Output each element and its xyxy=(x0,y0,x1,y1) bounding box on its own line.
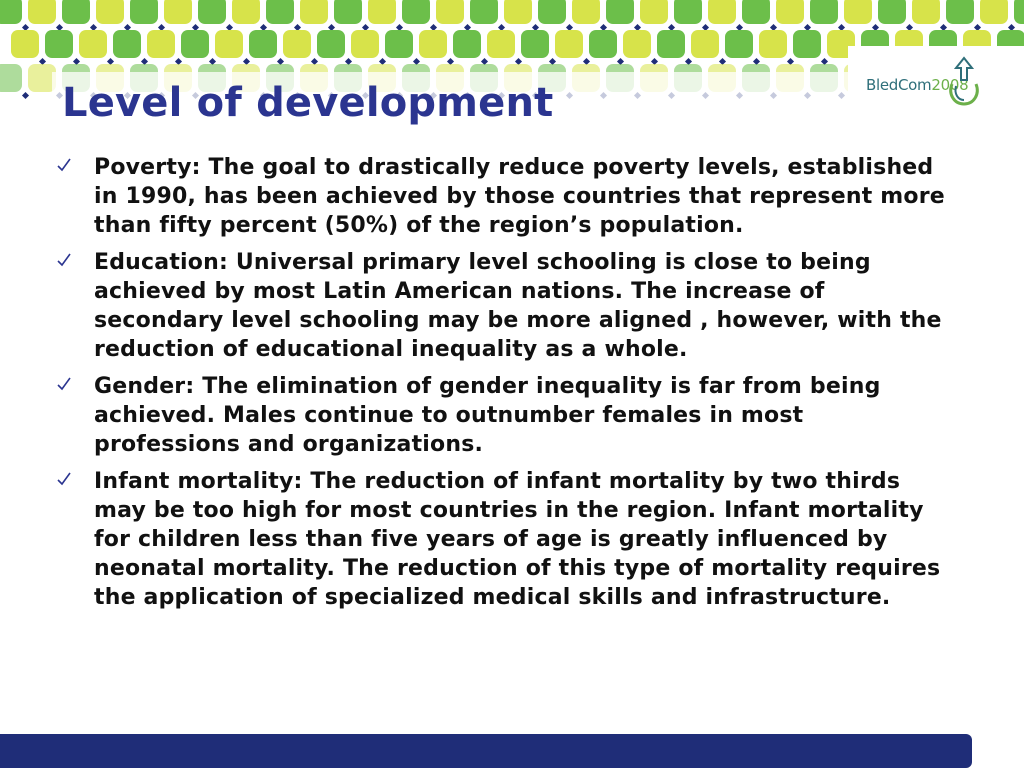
pattern-tile xyxy=(62,0,90,24)
pattern-diamond xyxy=(1008,24,1015,31)
pattern-tile xyxy=(980,0,1008,24)
pattern-diamond xyxy=(787,58,794,65)
pattern-tile xyxy=(708,0,736,24)
pattern-diamond xyxy=(73,58,80,65)
slide-title: Level of development xyxy=(62,80,554,126)
pattern-diamond xyxy=(124,24,131,31)
pattern-tile xyxy=(810,0,838,24)
pattern-tile xyxy=(28,64,56,92)
pattern-diamond xyxy=(872,24,879,31)
pattern-diamond xyxy=(549,58,556,65)
pattern-diamond xyxy=(702,24,709,31)
pattern-diamond xyxy=(430,24,437,31)
logo-brand: BledCom xyxy=(866,76,932,94)
pattern-diamond xyxy=(804,24,811,31)
pattern-tile xyxy=(402,0,430,24)
pattern-tile xyxy=(334,0,362,24)
bledcom-logo xyxy=(848,46,1024,108)
bullet-text: Education: Universal primary level schooling is close to being achieved by most Latin American nations. The increase of secondary level schooling may be more aligned , however, with the reduction of educational inequality as a whole. xyxy=(94,250,942,362)
pattern-diamond xyxy=(158,24,165,31)
pattern-tile xyxy=(96,0,124,24)
pattern-tile xyxy=(368,0,396,24)
pattern-tile xyxy=(453,30,481,58)
pattern-diamond xyxy=(583,58,590,65)
pattern-tile xyxy=(487,30,515,58)
pattern-diamond xyxy=(141,58,148,65)
pattern-diamond xyxy=(260,24,267,31)
pattern-diamond xyxy=(668,24,675,31)
pattern-diamond xyxy=(821,58,828,65)
pattern-diamond xyxy=(498,24,505,31)
pattern-tile xyxy=(11,30,39,58)
pattern-tile xyxy=(793,30,821,58)
pattern-tile xyxy=(623,30,651,58)
pattern-diamond xyxy=(651,58,658,65)
pattern-diamond xyxy=(107,58,114,65)
checkmark-icon xyxy=(56,372,94,396)
pattern-tile xyxy=(0,0,22,24)
pattern-diamond xyxy=(396,24,403,31)
pattern-tile xyxy=(300,0,328,24)
pattern-tile xyxy=(45,30,73,58)
pattern-tile xyxy=(283,30,311,58)
pattern-tile xyxy=(606,0,634,24)
pattern-diamond xyxy=(294,24,301,31)
pattern-diamond xyxy=(532,24,539,31)
pattern-diamond xyxy=(753,58,760,65)
pattern-diamond xyxy=(39,58,46,65)
pattern-tile xyxy=(249,30,277,58)
pattern-tile xyxy=(946,0,974,24)
pattern-diamond xyxy=(566,24,573,31)
pattern-tile xyxy=(759,30,787,58)
bullet-text: Gender: The elimination of gender inequality is far from being achieved. Males continue to outnumber females in most professions and organizations. xyxy=(94,374,881,457)
pattern-diamond xyxy=(515,58,522,65)
pattern-diamond xyxy=(413,58,420,65)
pattern-tile xyxy=(28,0,56,24)
pattern-diamond xyxy=(311,58,318,65)
pattern-diamond xyxy=(379,58,386,65)
pattern-tile xyxy=(419,30,447,58)
pattern-tile xyxy=(1014,0,1024,24)
pattern-diamond xyxy=(719,58,726,65)
pattern-diamond xyxy=(464,24,471,31)
pattern-diamond xyxy=(328,24,335,31)
pattern-tile xyxy=(470,0,498,24)
pattern-tile xyxy=(640,0,668,24)
pattern-diamond xyxy=(617,58,624,65)
pattern-diamond xyxy=(770,24,777,31)
pattern-tile xyxy=(844,0,872,24)
pattern-diamond xyxy=(226,24,233,31)
pattern-tile xyxy=(674,0,702,24)
pattern-tile xyxy=(198,0,226,24)
bullet-text: Infant mortality: The reduction of infant mortality by two thirds may be too high for most countries in the region. Infant mortality for children less than five years of age is greatly influenced by neonatal mortality. The reduction of this type of mortality requires the application of specialized medical skills and infrastructure. xyxy=(94,469,941,610)
pattern-diamond xyxy=(906,24,913,31)
pattern-diamond xyxy=(447,58,454,65)
pattern-tile xyxy=(657,30,685,58)
pattern-diamond xyxy=(22,24,29,31)
pattern-tile xyxy=(912,0,940,24)
pattern-tile xyxy=(504,0,532,24)
pattern-diamond xyxy=(362,24,369,31)
pattern-tile xyxy=(436,0,464,24)
pattern-diamond xyxy=(90,24,97,31)
pattern-tile xyxy=(521,30,549,58)
pattern-tile xyxy=(147,30,175,58)
pattern-diamond xyxy=(838,24,845,31)
pattern-diamond xyxy=(22,92,29,99)
checkmark-icon xyxy=(56,248,94,272)
footer-bar xyxy=(0,734,972,768)
pattern-diamond xyxy=(940,24,947,31)
pattern-tile xyxy=(130,0,158,24)
pattern-tile xyxy=(538,0,566,24)
pattern-diamond xyxy=(634,24,641,31)
pattern-diamond xyxy=(192,24,199,31)
pattern-diamond xyxy=(685,58,692,65)
pattern-tile xyxy=(181,30,209,58)
pattern-tile xyxy=(742,0,770,24)
pattern-diamond xyxy=(600,24,607,31)
pattern-diamond xyxy=(56,24,63,31)
pattern-diamond xyxy=(209,58,216,65)
pattern-diamond xyxy=(277,58,284,65)
logo-year: 2008 xyxy=(931,76,969,94)
bullet-item-education xyxy=(56,248,946,364)
pattern-tile xyxy=(164,0,192,24)
bullet-text: Poverty: The goal to drastically reduce poverty levels, established in 1990, has been achieved by those countries that represent more than fifty percent (50%) of the region’s population. xyxy=(94,155,945,238)
pattern-tile xyxy=(725,30,753,58)
pattern-diamond xyxy=(175,58,182,65)
pattern-tile xyxy=(691,30,719,58)
pattern-tile xyxy=(0,64,22,92)
pattern-tile xyxy=(385,30,413,58)
pattern-tile xyxy=(878,0,906,24)
pattern-tile xyxy=(79,30,107,58)
pattern-tile xyxy=(555,30,583,58)
pattern-tile xyxy=(232,0,260,24)
bullet-item-infant-mortality xyxy=(56,467,946,612)
logo-arrow-icon xyxy=(944,54,984,108)
pattern-tile xyxy=(351,30,379,58)
pattern-diamond xyxy=(481,58,488,65)
pattern-diamond xyxy=(345,58,352,65)
pattern-tile xyxy=(215,30,243,58)
bullet-item-poverty xyxy=(56,153,946,240)
pattern-tile xyxy=(572,0,600,24)
pattern-diamond xyxy=(243,58,250,65)
pattern-tile xyxy=(589,30,617,58)
pattern-diamond xyxy=(736,24,743,31)
pattern-diamond xyxy=(974,24,981,31)
bullet-list xyxy=(56,153,946,620)
pattern-tile xyxy=(113,30,141,58)
pattern-tile xyxy=(317,30,345,58)
checkmark-icon xyxy=(56,153,94,177)
bullet-item-gender xyxy=(56,372,946,459)
pattern-tile xyxy=(776,0,804,24)
pattern-tile xyxy=(266,0,294,24)
checkmark-icon xyxy=(56,467,94,491)
